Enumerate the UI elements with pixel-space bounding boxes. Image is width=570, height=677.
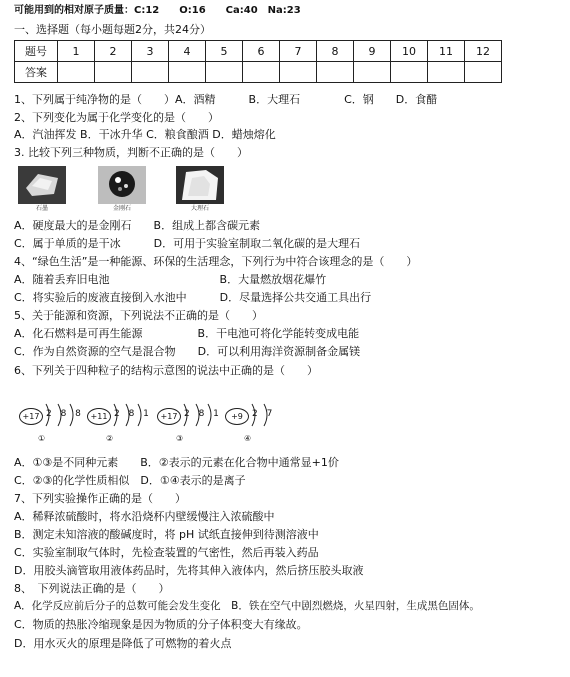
question-3: 3. 比较下列三种物质，判断不正确的是（ ） — [14, 146, 248, 159]
q7-option-d: D．用胶头滴管取用液体药品时，先将其伸入液体内，然后挤压胶头取液 — [14, 564, 364, 577]
answer-cell[interactable] — [391, 62, 428, 83]
q7-option-a: A．稀释浓硫酸时，将水沿烧杯内壁缓慢注入浓硫酸中 — [14, 510, 275, 523]
graphite-icon: 石墨 — [18, 166, 66, 212]
nucleus-charge: +9 — [225, 408, 249, 425]
nucleus-charge: +17 — [157, 408, 181, 425]
electron-shells: 2 8 1 — [184, 409, 222, 419]
q5-options-ab: A．化石燃料是可再生能源 B．干电池可将化学能转变成电能 — [14, 327, 360, 340]
answer-cell[interactable] — [317, 62, 354, 83]
answer-cell[interactable] — [132, 62, 169, 83]
question-6: 6、下列关于四种粒子的结构示意图的说法中正确的是（ ） — [14, 364, 318, 377]
q8-options-ab: A．化学反应前后分子的总数可能会发生变化 B．铁在空气中剧烈燃烧，火星四射，生成黑色固体。 — [14, 600, 480, 612]
diamond-icon: 金刚石 — [98, 166, 146, 212]
q7-option-b: B．测定未知溶液的酸碱度时，将 pH 试纸直接伸到待测溶液中 — [14, 528, 319, 541]
q8-option-c: C．物质的热胀冷缩现象是因为物质的分子体积变大有缘故。 — [14, 618, 308, 631]
question-2-options: A．汽油挥发 B．干冰升华 C．粮食酿酒 D．蜡烛熔化 — [14, 128, 276, 141]
atom-label: ① — [38, 434, 46, 443]
q3-options-ab: A．硬度最大的是金刚石 B．组成上都含碳元素 — [14, 219, 261, 232]
question-number-cell: 4 — [169, 41, 206, 62]
row-label-answer: 答案 — [15, 62, 58, 83]
atom-label: ④ — [244, 434, 252, 443]
section-title: 一、选择题（每小题每题2分，共24分） — [14, 23, 211, 36]
table-row — [15, 41, 502, 62]
question-2: 2、下列变化为属于化学变化的是（ ） — [14, 111, 219, 124]
q4-options-ab: A．随着丢弃旧电池 B．大量燃放烟花爆竹 — [14, 273, 327, 286]
question-number-cell: 9 — [354, 41, 391, 62]
question-number-cell: 2 — [95, 41, 132, 62]
question-number-cell: 11 — [428, 41, 465, 62]
answer-cell[interactable] — [243, 62, 280, 83]
question-number-cell: 10 — [391, 41, 428, 62]
q3-options-cd: C．属于单质的是干冰 D．可用于实验室制取二氧化碳的是大理石 — [14, 237, 361, 250]
relative-atomic-mass-header: 可能用到的相对原子质量：C:12 O:16 Ca:40 Na:23 — [14, 5, 301, 16]
electron-shells: 2 8 8 — [46, 409, 84, 419]
question-number-cell: 12 — [465, 41, 502, 62]
question-1: 1、下列属于纯净物的是（ ）A．酒精 B．大理石 C．钢 D．食醋 — [14, 93, 438, 106]
question-number-cell: 8 — [317, 41, 354, 62]
atom-diagram — [154, 400, 224, 446]
question-number-cell: 6 — [243, 41, 280, 62]
row-label-number: 题号 — [15, 41, 58, 62]
question-number-cell: 7 — [280, 41, 317, 62]
atom-diagram — [84, 400, 154, 446]
q5-options-cd: C．作为自然资源的空气是混合物 D．可以利用海洋资源制备金属镁 — [14, 345, 361, 358]
q6-options-cd: C．②③的化学性质相似 D．①④表示的是离子 — [14, 474, 246, 487]
nucleus-charge: +17 — [19, 408, 43, 425]
answer-cell[interactable] — [280, 62, 317, 83]
nucleus-charge: +11 — [87, 408, 111, 425]
atom-label: ③ — [176, 434, 184, 443]
question-7: 7、下列实验操作正确的是（ ） — [14, 492, 186, 505]
electron-shells: 2 7 — [252, 409, 276, 419]
question-4: 4、“绿色生活”是一种能源、环保的生活理念，下列行为中符合该理念的是（ ） — [14, 255, 418, 268]
atom-diagram — [222, 400, 292, 446]
question-number-cell: 3 — [132, 41, 169, 62]
q3-images — [18, 166, 348, 214]
answer-cell[interactable] — [95, 62, 132, 83]
q6-options-ab: A．①③是不同种元素 B．②表示的元素在化合物中通常显+1价 — [14, 456, 339, 469]
atom-diagram — [16, 400, 86, 446]
answer-cell[interactable] — [428, 62, 465, 83]
q8-option-d: D．用水灭火的原理是降低了可燃物的着火点 — [14, 637, 232, 650]
electron-shells: 2 8 1 — [114, 409, 152, 419]
question-8: 8、 下列说法正确的是（ ） — [14, 582, 170, 595]
question-number-cell: 5 — [206, 41, 243, 62]
atom-structure-diagrams — [16, 400, 356, 448]
answer-cell[interactable] — [169, 62, 206, 83]
marble-icon: 大理石 — [176, 166, 224, 212]
answer-table — [14, 40, 502, 83]
table-row — [15, 62, 502, 83]
q7-option-c: C．实验室制取气体时，先检查装置的气密性，然后再装入药品 — [14, 546, 319, 559]
atom-label: ② — [106, 434, 114, 443]
answer-cell[interactable] — [354, 62, 391, 83]
question-number-cell: 1 — [58, 41, 95, 62]
q4-options-cd: C．将实验后的废液直接倒入水池中 D．尽量选择公共交通工具出行 — [14, 291, 372, 304]
answer-cell[interactable] — [206, 62, 243, 83]
question-5: 5、关于能源和资源，下列说法不正确的是（ ） — [14, 309, 263, 322]
answer-cell[interactable] — [58, 62, 95, 83]
answer-cell[interactable] — [465, 62, 502, 83]
